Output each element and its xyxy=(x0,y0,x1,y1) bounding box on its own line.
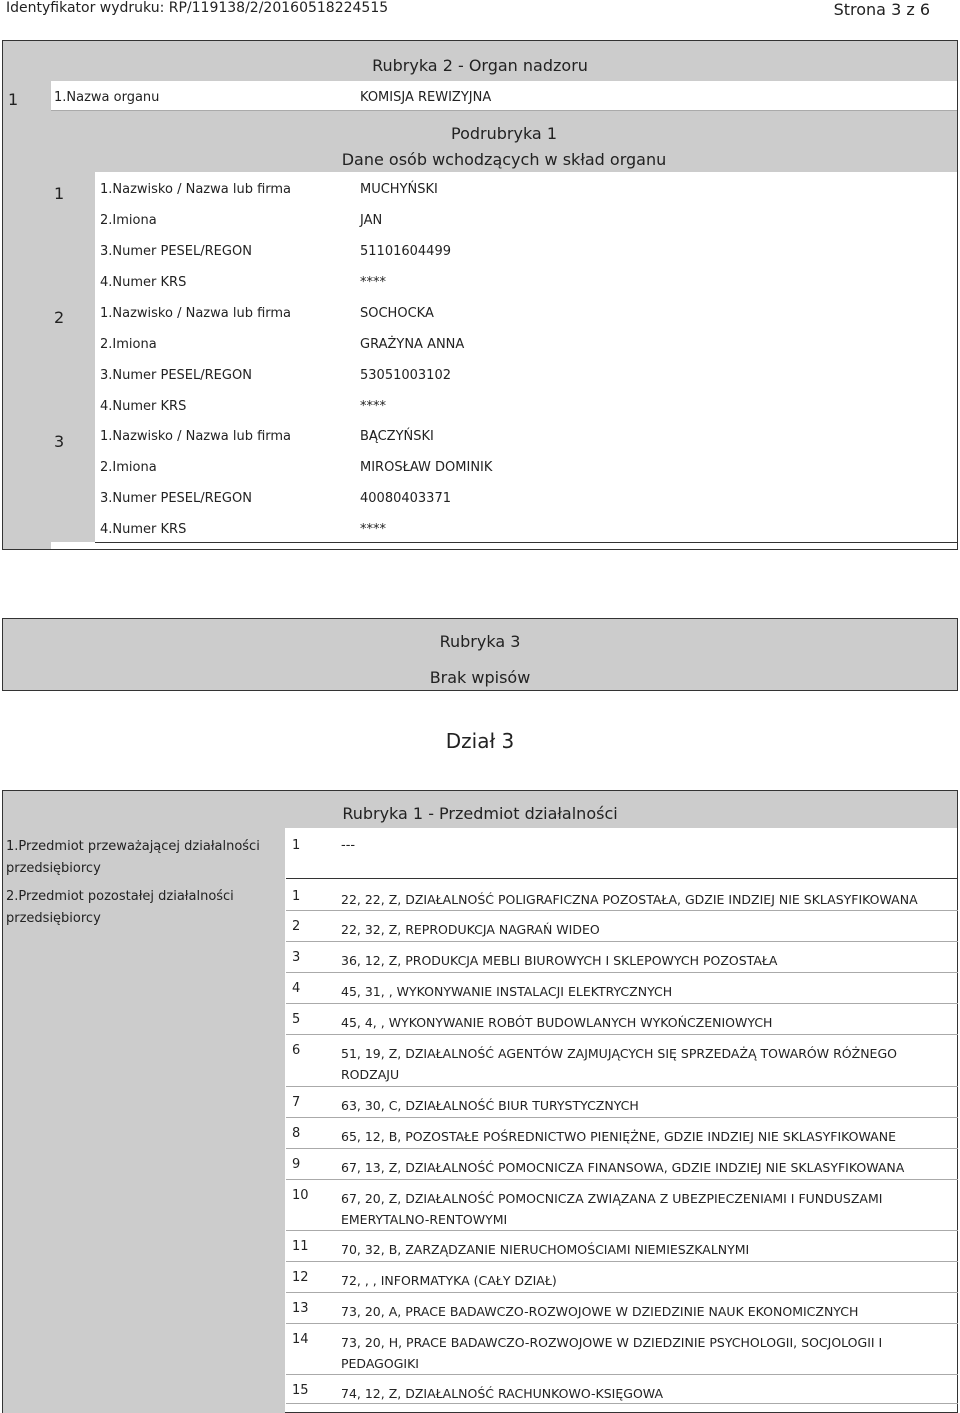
main-activity-label: 1.Przedmiot przeważającej działalności przedsiębiorcy xyxy=(6,839,260,876)
activity-number: 10 xyxy=(292,1188,309,1203)
activity-number: 12 xyxy=(292,1270,309,1285)
activity-text: 22, 32, Z, REPRODUKCJA NAGRAŃ WIDEO xyxy=(341,922,600,937)
left-index-column xyxy=(3,81,51,549)
activity-text: 45, 31, , WYKONYWANIE INSTALACJI ELEKTRYCZNYCH xyxy=(341,984,673,999)
row-number: 1 xyxy=(8,90,19,109)
main-activity-value: --- xyxy=(341,838,356,853)
person-field-value: **** xyxy=(360,399,386,414)
activity-text: 72, , , INFORMATYKA (CAŁY DZIAŁ) xyxy=(341,1273,557,1288)
person-field-label: 4.Numer KRS xyxy=(100,275,187,290)
person-field-value: BĄCZYŃSKI xyxy=(360,429,434,444)
row-divider xyxy=(286,910,958,911)
activity-number: 7 xyxy=(292,1095,301,1110)
rubryka-3-title: Rubryka 3 xyxy=(439,632,521,651)
divider xyxy=(51,110,957,111)
rubryka-2-title: Rubryka 2 - Organ nadzoru xyxy=(372,56,588,75)
activity-text: 36, 12, Z, PRODUKCJA MEBLI BIUROWYCH I SKLEPOWYCH POZOSTAŁA xyxy=(341,953,778,968)
row-divider xyxy=(286,1179,958,1180)
organ-label: 1.Nazwa organu xyxy=(54,90,160,105)
row-divider xyxy=(286,1261,958,1262)
activity-text: 74, 12, Z, DZIAŁALNOŚĆ RACHUNKOWO-KSIĘGOWA xyxy=(341,1386,664,1401)
activity-number: 13 xyxy=(292,1301,309,1316)
activity-text: 70, 32, B, ZARZĄDZANIE NIERUCHOMOŚCIAMI NIEMIESZKALNYMI xyxy=(341,1242,750,1257)
activity-number: 11 xyxy=(292,1239,309,1254)
person-field-label: 1.Nazwisko / Nazwa lub firma xyxy=(100,182,292,197)
podrubryka-title: Podrubryka 1 xyxy=(451,124,557,143)
person-field-label: 2.Imiona xyxy=(100,460,157,475)
other-activity-label: 2.Przedmiot pozostałej działalności przedsiębiorcy xyxy=(6,889,234,926)
person-field-value: MUCHYŃSKI xyxy=(360,182,438,197)
person-field-value: SOCHOCKA xyxy=(360,306,434,321)
person-field-label: 3.Numer PESEL/REGON xyxy=(100,244,252,259)
person-index-column xyxy=(51,172,95,542)
person-field-label: 1.Nazwisko / Nazwa lub firma xyxy=(100,429,292,444)
person-field-label: 2.Imiona xyxy=(100,213,157,228)
person-field-value: **** xyxy=(360,522,386,537)
activity-text: 51, 19, Z, DZIAŁALNOŚĆ AGENTÓW ZAJMUJĄCYCH SIĘ SPRZEDAŻĄ TOWARÓW RÓŻNEGO RODZAJU xyxy=(341,1046,897,1082)
activity-text: 65, 12, B, POZOSTAŁE POŚREDNICTWO PIENIĘŻNE, GDZIE INDZIEJ NIE SKLASYFIKOWANE xyxy=(341,1129,896,1144)
activity-number: 5 xyxy=(292,1012,301,1027)
organ-value: KOMISJA REWIZYJNA xyxy=(360,90,492,105)
divider xyxy=(286,878,958,879)
print-id: Identyfikator wydruku: RP/119138/2/20160518224515 xyxy=(6,0,389,16)
section-title: Dział 3 xyxy=(445,729,515,753)
activity-text: 67, 13, Z, DZIAŁALNOŚĆ POMOCNICZA FINANSOWA, GDZIE INDZIEJ NIE SKLASYFIKOWANA xyxy=(341,1160,905,1175)
page-number: Strona 3 z 6 xyxy=(833,0,930,19)
rubryka-3-subtitle: Brak wpisów xyxy=(429,668,531,687)
activity-number: 6 xyxy=(292,1043,301,1058)
person-field-value: 53051003102 xyxy=(360,368,451,383)
person-field-label: 1.Nazwisko / Nazwa lub firma xyxy=(100,306,292,321)
activity-text: 22, 22, Z, DZIAŁALNOŚĆ POLIGRAFICZNA POZOSTAŁA, GDZIE INDZIEJ NIE SKLASYFIKOWANA xyxy=(341,892,918,907)
row-divider xyxy=(286,1292,958,1293)
person-field-value: MIROSŁAW DOMINIK xyxy=(360,460,493,475)
row-divider xyxy=(286,1323,958,1324)
d3-rubryka-1-title: Rubryka 1 - Przedmiot działalności xyxy=(342,804,618,823)
activity-number: 3 xyxy=(292,950,301,965)
activity-text: 63, 30, C, DZIAŁALNOŚĆ BIUR TURYSTYCZNYCH xyxy=(341,1098,639,1113)
activity-text: 45, 4, , WYKONYWANIE ROBÓT BUDOWLANYCH WYKOŃCZENIOWYCH xyxy=(341,1015,773,1030)
row-divider xyxy=(286,941,958,942)
activity-text: 73, 20, H, PRACE BADAWCZO-ROZWOJOWE W DZIEDZINIE PSYCHOLOGII, SOCJOLOGII I PEDAGOGIKI xyxy=(341,1335,883,1371)
person-field-label: 4.Numer KRS xyxy=(100,399,187,414)
row-divider xyxy=(286,1374,958,1375)
activity-number: 15 xyxy=(292,1383,309,1398)
row-divider xyxy=(286,972,958,973)
podrubryka-subtitle: Dane osób wchodzących w skład organu xyxy=(341,150,667,169)
row-divider xyxy=(286,1230,958,1231)
person-field-label: 4.Numer KRS xyxy=(100,522,187,537)
person-field-value: JAN xyxy=(360,213,383,228)
row-divider xyxy=(286,1034,958,1035)
person-number: 1 xyxy=(54,184,65,203)
divider xyxy=(95,542,957,543)
person-field-label: 3.Numer PESEL/REGON xyxy=(100,368,252,383)
activity-number: 9 xyxy=(292,1157,301,1172)
main-activity-number: 1 xyxy=(292,838,301,853)
person-field-value: 51101604499 xyxy=(360,244,451,259)
person-field-label: 3.Numer PESEL/REGON xyxy=(100,491,252,506)
row-divider xyxy=(286,1086,958,1087)
activity-number: 4 xyxy=(292,981,301,996)
row-divider xyxy=(286,1148,958,1149)
person-number: 2 xyxy=(54,308,65,327)
activity-number: 14 xyxy=(292,1332,309,1347)
activity-text: 67, 20, Z, DZIAŁALNOŚĆ POMOCNICZA ZWIĄZANA Z UBEZPIECZENIAMI I FUNDUSZAMI EMERYTALNO-RENTOWYMI xyxy=(341,1191,883,1227)
activity-text: 73, 20, A, PRACE BADAWCZO-ROZWOJOWE W DZIEDZINIE NAUK EKONOMICZNYCH xyxy=(341,1304,859,1319)
row-divider xyxy=(286,1003,958,1004)
activity-number: 2 xyxy=(292,919,301,934)
activity-number: 1 xyxy=(292,889,301,904)
row-divider xyxy=(286,1403,958,1404)
person-field-label: 2.Imiona xyxy=(100,337,157,352)
activity-number: 8 xyxy=(292,1126,301,1141)
person-number: 3 xyxy=(54,432,65,451)
row-divider xyxy=(286,1117,958,1118)
person-field-value: **** xyxy=(360,275,386,290)
person-field-value: 40080403371 xyxy=(360,491,451,506)
person-field-value: GRAŻYNA ANNA xyxy=(360,337,465,352)
